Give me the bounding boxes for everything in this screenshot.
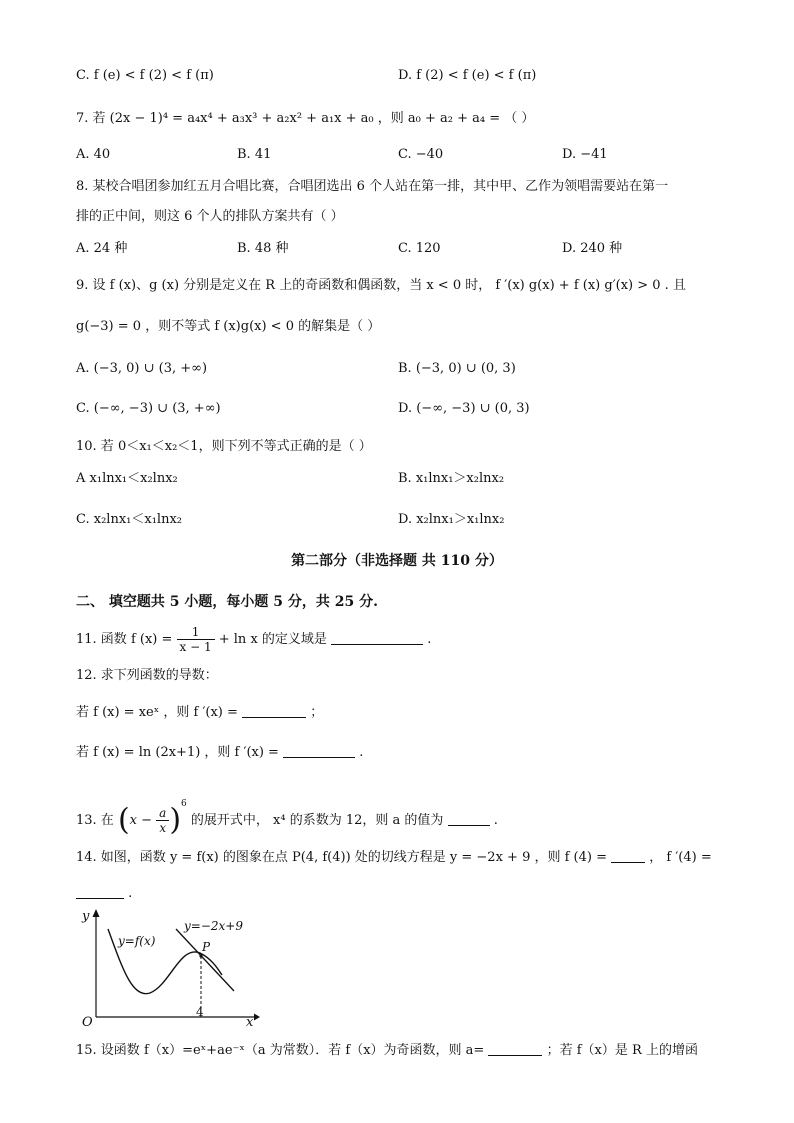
- q10-option-a: A x₁lnx₁＜x₂lnx₂: [76, 471, 178, 486]
- q13-inner: x −: [129, 813, 153, 828]
- point-p-label: P: [202, 940, 211, 954]
- q7-stem: 7. 若 (2x − 1)⁴ = a₄x⁴ + a₃x³ + a₂x² + a₁x + a₀ ，则 a₀ + a₂ + a₄ = （ ）: [76, 111, 535, 126]
- q13: [76, 782, 498, 843]
- q13-right-paren: ): [169, 802, 182, 838]
- q13-left-paren: (: [117, 802, 130, 838]
- q12-part2-text: 若 f (x) = ln (2x+1) ，则 f ′(x) =: [76, 745, 284, 760]
- q13-prefix: 13. 在: [76, 813, 114, 828]
- q8-option-b: B. 48 种: [237, 241, 289, 256]
- y-axis-label: y: [82, 909, 90, 924]
- q9-option-d: D. (−∞, −3) ∪ (0, 3): [398, 401, 530, 416]
- q8-option-c: C. 120: [398, 241, 441, 256]
- q6-option-d: D. f (2) < f (e) < f (π): [398, 68, 537, 83]
- q12-part1-text: 若 f (x) = xeˣ ，则 f ′(x) =: [76, 705, 243, 720]
- x-axis-arrow-icon: [254, 1014, 260, 1021]
- q13-fraction: [156, 806, 169, 835]
- q9-stem-line2: g(−3) = 0 ，则不等式 f (x)g(x) < 0 的解集是（ ）: [76, 319, 381, 334]
- q11-end: .: [427, 632, 432, 647]
- q12-part2-end: .: [359, 745, 364, 760]
- tangent-label: y=−2x+9: [184, 919, 243, 933]
- q7-option-c: C. −40: [398, 147, 444, 162]
- q14-end: .: [128, 886, 133, 901]
- q6-option-c: C. f (e) < f (2) < f (π): [76, 68, 214, 83]
- q11-prefix: 11. 函数 f (x) =: [76, 632, 177, 647]
- q15-mid: ；若 f（x）是 R 上的增函: [546, 1043, 698, 1058]
- q15: [76, 1041, 698, 1060]
- q11-frac-num: 1: [177, 625, 215, 640]
- q11-fraction: [177, 625, 215, 654]
- q8-stem-line2: 排的正中间，则这 6 个人的排队方案共有（ ）: [76, 209, 344, 224]
- q10-option-d: D. x₂lnx₁＞x₁lnx₂: [398, 512, 505, 527]
- q8-option-a: A. 24 种: [76, 241, 128, 256]
- q9-stem-line1: 9. 设 f (x)、g (x) 分别是定义在 R 上的奇函数和偶函数，当 x < 0 时， f ′(x) g(x) + f (x) g′(x) > 0 . 且: [76, 278, 686, 293]
- function-graph: [74, 905, 260, 1027]
- q14-stem: 14. 如图，函数 y = f(x) 的图象在点 P(4, f(4)) 处的切线方程是 y = −2x + 9 ，则 f (4) =: [76, 850, 612, 865]
- q13-answer-blank[interactable]: [448, 811, 490, 826]
- q13-suffix: 的展开式中， x⁴ 的系数为 12，则 a 的值为: [190, 813, 444, 828]
- q13-frac-den: x: [159, 821, 167, 835]
- section-heading: 二、 填空题共 5 小题，每小题 5 分，共 25 分.: [76, 594, 378, 610]
- q7-option-d: D. −41: [562, 147, 608, 162]
- tangent-line: [176, 929, 234, 991]
- origin-label: O: [82, 1015, 93, 1027]
- q15-stem: 15. 设函数 f（x）=eˣ+ae⁻ˣ（a 为常数）．若 f（x）为奇函数，则 a=: [76, 1043, 485, 1058]
- q8-option-d: D. 240 种: [562, 241, 623, 256]
- q14-line2: [76, 884, 132, 903]
- q8-stem-line1: 8. 某校合唱团参加红五月合唱比赛，合唱团选出 6 个人站在第一排，其中甲、乙作为领唱需要站在第一: [76, 179, 669, 194]
- part2-title: 第二部分（非选择题 共 110 分）: [291, 553, 503, 569]
- q14-mid: ， f ′(4) =: [649, 850, 712, 865]
- q9-option-b: B. (−3, 0) ∪ (0, 3): [398, 361, 516, 376]
- q14: [76, 848, 712, 867]
- q12-part1: [76, 703, 323, 722]
- q10-stem: 10. 若 0＜x₁＜x₂＜1，则下列不等式正确的是（ ）: [76, 439, 372, 454]
- q7-option-b: B. 41: [237, 147, 272, 162]
- q11-answer-blank[interactable]: [331, 630, 423, 645]
- x-axis-label: x: [246, 1015, 254, 1027]
- tick-label-4: 4: [196, 1005, 204, 1019]
- q14-blank-1[interactable]: [611, 848, 645, 863]
- q11-frac-den: x − 1: [179, 640, 212, 654]
- q11: [76, 622, 431, 658]
- q13-end: .: [493, 813, 498, 828]
- point-p-marker: [199, 954, 202, 957]
- q12-part1-end: ；: [310, 705, 324, 720]
- q10-option-b: B. x₁lnx₁＞x₂lnx₂: [398, 471, 505, 486]
- q12-stem: 12. 求下列函数的导数：: [76, 668, 218, 683]
- q15-blank-1[interactable]: [488, 1041, 542, 1056]
- y-axis-arrow-icon: [93, 909, 100, 917]
- q10-option-c: C. x₂lnx₁＜x₁lnx₂: [76, 512, 182, 527]
- q7-option-a: A. 40: [76, 147, 111, 162]
- q12-blank-1[interactable]: [242, 703, 306, 718]
- q11-suffix: + ln x 的定义域是: [218, 632, 327, 647]
- q9-option-c: C. (−∞, −3) ∪ (3, +∞): [76, 401, 221, 416]
- q12-blank-2[interactable]: [283, 743, 355, 758]
- q14-blank-2[interactable]: [76, 884, 124, 899]
- q13-power: 6: [181, 799, 187, 809]
- q13-frac-num: a: [156, 806, 169, 821]
- q12-part2: [76, 743, 363, 762]
- curve-label: y=f(x): [118, 934, 156, 948]
- q9-option-a: A. (−3, 0) ∪ (3, +∞): [76, 361, 208, 376]
